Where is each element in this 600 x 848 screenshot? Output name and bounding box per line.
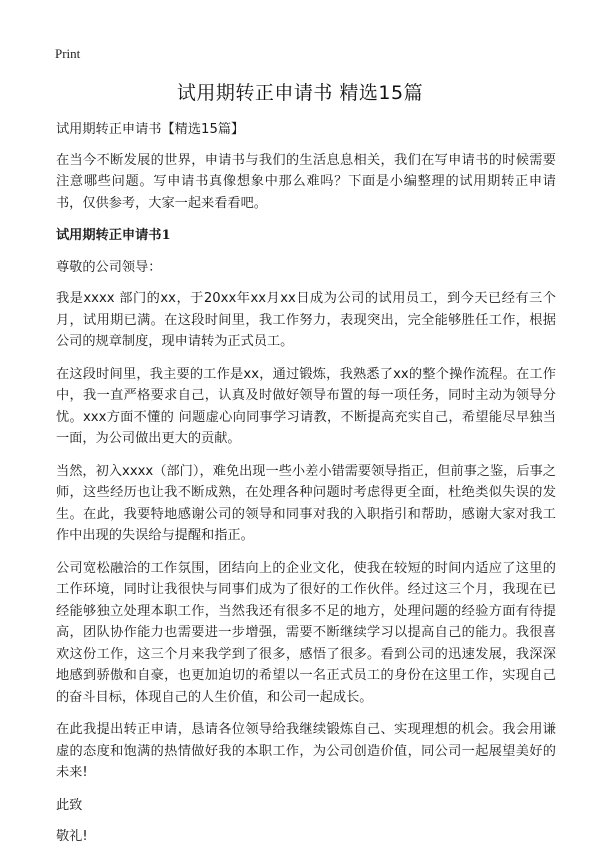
page-title: 试用期转正申请书 精选15篇 xyxy=(176,82,424,104)
body-paragraph-5: 在此我提出转正申请，恳请各位领导给我继续锻炼自己、实现理想的机会。我会用谦虚的态度和饱满的热情做好我的本职工作，为公司创造价值，同公司一起展望美好的未来! xyxy=(56,722,556,780)
body-paragraph-3: 当然，初入xxxx（部门），难免出现一些小差小错需要领导指正，但前事之鉴，后事之师，这些经历也让我不断成熟，在处理各种问题时考虑得更全面，杜绝类似失误的发生。在此，我要特地感谢公司的领导和同事对我的入职指引和帮助，感谢大家对我工作中出现的失误给与提醒和指正。 xyxy=(56,463,556,543)
intro-paragraph: 在当今不断发展的世界，申请书与我们的生活息息相关，我们在写申请书的时候需要注意哪些问题。写申请书真像想象中那么难吗？下面是小编整理的试用期转正申请书，仅供参考，大家一起来看看吧。 xyxy=(56,152,556,211)
print-link[interactable]: Print xyxy=(55,46,81,61)
closing-line-1: 此致 xyxy=(56,797,83,813)
closing-line-2: 敬礼! xyxy=(56,829,88,844)
body-paragraph-1: 我是xxxx 部门的xx，于20xx年xx月xx日成为公司的试用员工，到今天已经有三个月，试用期已满。在这段时间里，我工作努力，表现突出，完全能够胜任工作，根据公司的规章制度，现申请转为正式员工。 xyxy=(56,291,556,349)
salutation: 尊敬的公司领导： xyxy=(56,259,162,275)
document-body xyxy=(56,119,556,848)
section-heading: 试用期转正申请书1 xyxy=(56,228,171,243)
body-paragraph-4: 公司宽松融洽的工作氛围，团结向上的企业文化，使我在较短的时间内适应了这里的工作环境，同时让我很快与同事们成为了很好的工作伙伴。经过这三个月，我现在已经能够独立处理本职工作，当然我还有很多不足的地方，处理问题的经验方面有待提高，团队协作能力也需要进一步增强，需要不断继续学习以提高自己的能力。我很喜欢这份工作，这三个月来我学到了很多，感悟了很多。看到公司的迅速发展，我深深地感到骄傲和自豪，也更加迫切的希望以一名正式员工的身份在这里工作，实现自己的奋斗目标，体现自己的人生价值，和公司一起成长。 xyxy=(56,560,556,705)
body-paragraph-2: 在这段时间里，我主要的工作是xx，通过锻炼，我熟悉了xx的整个操作流程。在工作中，我一直严格要求自己，认真及时做好领导布置的每一项任务，同时主动为领导分忧。xxx方面不懂的 问题虚心向同事学习请教，不断提高充实自己，希望能尽早独当一面，为公司做出更大的贡献。 xyxy=(56,366,556,446)
document-subtitle: 试用期转正申请书【精选15篇】 xyxy=(56,122,245,137)
